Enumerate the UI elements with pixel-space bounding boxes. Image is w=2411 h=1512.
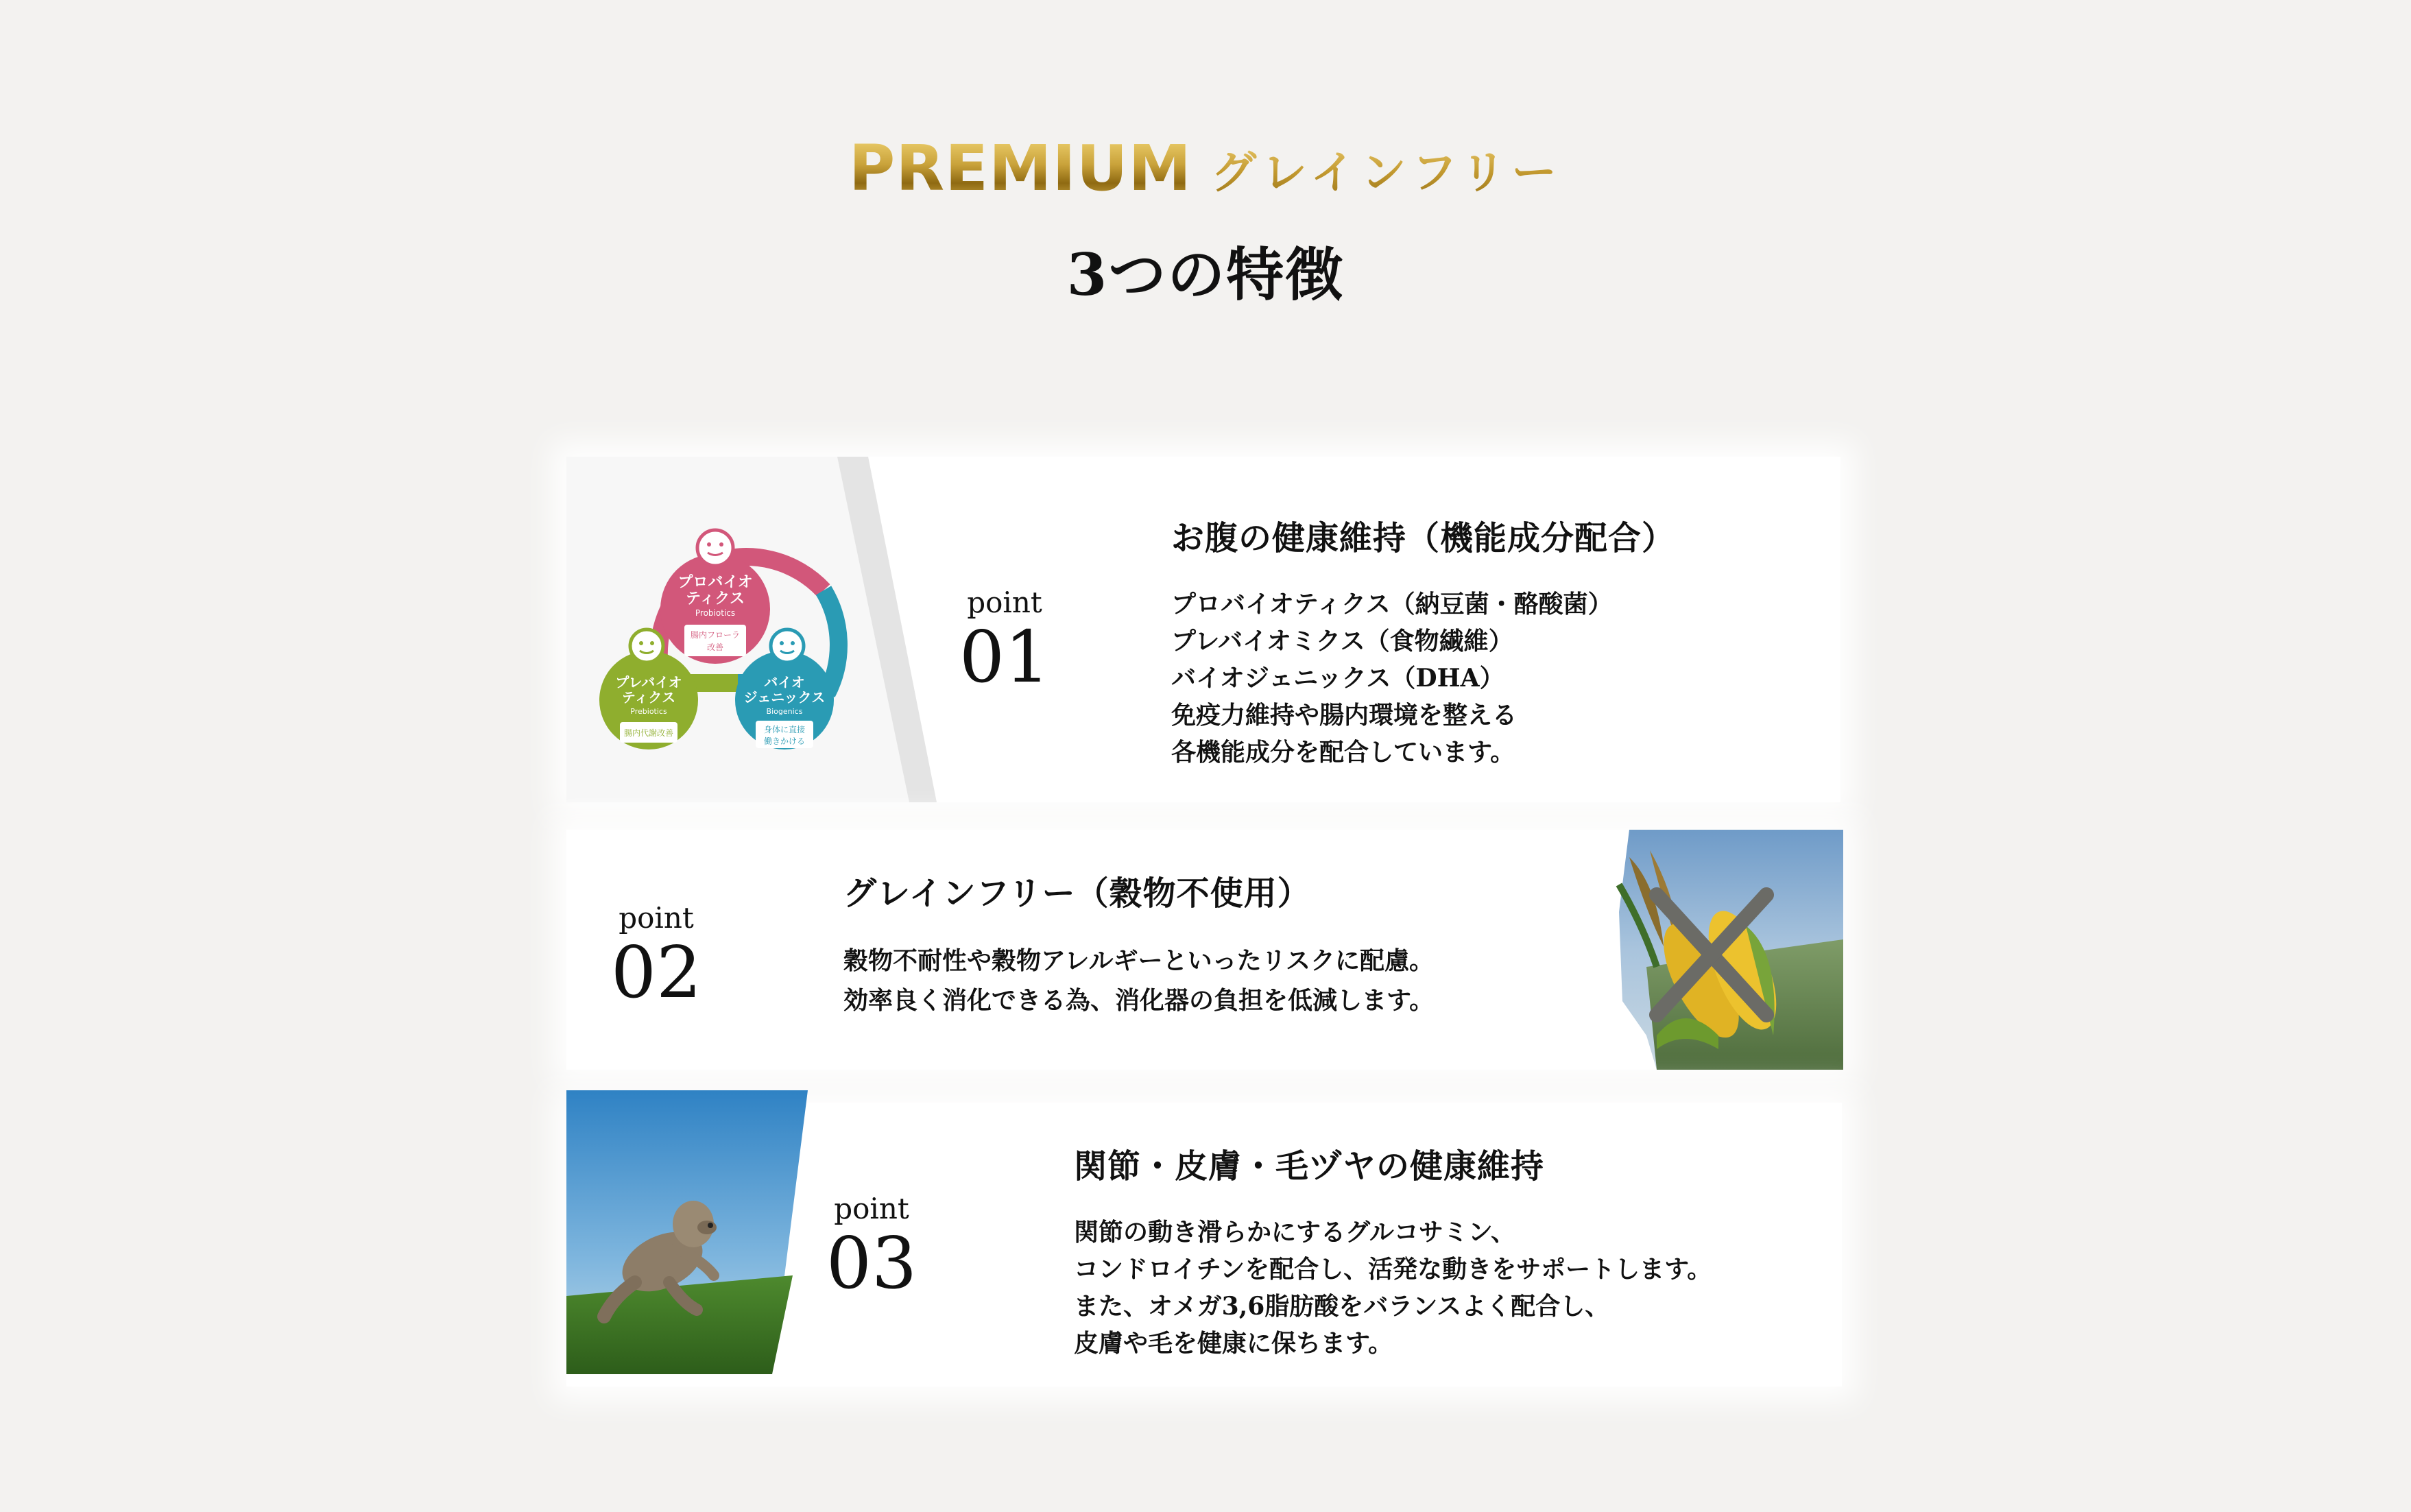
- feature-line: バイオジェニックス（DHA）: [1171, 664, 1504, 693]
- page-title: 3つの特徴: [1066, 241, 1345, 309]
- prebiotics-label: プレバイオ: [615, 674, 682, 691]
- probiotics-note-2: 改善: [706, 643, 724, 652]
- feature-line: 各機能成分を配合しています。: [1171, 738, 1515, 767]
- feature-heading-3: 関節・皮膚・毛ヅヤの健康維持: [1074, 1147, 1545, 1186]
- feature-body-2: [843, 941, 1434, 1020]
- running-dog-image: [566, 1090, 808, 1374]
- point-badge-3: [820, 1192, 923, 1305]
- biogenics-label: バイオ: [764, 674, 805, 691]
- feature-line: コンドロイチンを配合し、活発な動きをサポートします。: [1074, 1255, 1712, 1284]
- biogenics-label-2: ジェニックス: [743, 689, 826, 706]
- grain-free-image: [1616, 830, 1843, 1070]
- feature-line: また、オメガ3,6脂肪酸をバランスよく配合し、: [1074, 1292, 1610, 1321]
- prebiotics-note: 腸内代謝改善: [623, 728, 674, 738]
- biogenics-note-2: 働きかける: [763, 736, 806, 746]
- feature-line: 関節の動き滑らかにするグルコサミン、: [1074, 1218, 1516, 1247]
- feature-card-1: [566, 457, 1840, 802]
- brand-logo: [849, 130, 1562, 206]
- feature-heading-1: お腹の健康維持（機能成分配合）: [1171, 519, 1676, 557]
- feature-card-3: [566, 1103, 1842, 1387]
- biogenics-note-1: 身体に直接: [763, 725, 806, 734]
- probiotics-label: プロバイオ: [677, 574, 753, 591]
- biogenics-en: Biogenics: [766, 707, 803, 716]
- point-number: 01: [959, 615, 1051, 699]
- probiotics-en: Probiotics: [695, 608, 736, 618]
- feature-line: 免疫力維持や腸内環境を整える: [1171, 701, 1518, 730]
- point-number: 02: [610, 931, 702, 1014]
- functional-ingredients-diagram: [566, 457, 937, 802]
- point-number: 03: [826, 1221, 917, 1305]
- brand-premium-text: PREMIUM: [848, 131, 1192, 205]
- feature-card-2: [566, 830, 1843, 1070]
- brand-sub-text: グレインフリー: [1211, 136, 1562, 201]
- feature-body-1: [1171, 586, 1613, 771]
- prebiotics-label-2: ティクス: [621, 689, 676, 706]
- feature-line: 効率良く消化できる為、消化器の負担を低減します。: [843, 986, 1435, 1015]
- feature-line: 皮膚や毛を健康に保ちます。: [1074, 1329, 1393, 1358]
- feature-line: プロバイオティクス（納豆菌・酪酸菌）: [1171, 590, 1613, 619]
- point-label: point: [834, 1192, 909, 1225]
- page-header: [0, 130, 2411, 312]
- feature-body-3: [1074, 1214, 1712, 1362]
- probiotics-label-2: ティクス: [685, 590, 745, 608]
- probiotics-note-1: 腸内フローラ: [690, 630, 741, 640]
- point-label: point: [619, 901, 694, 935]
- feature-line: プレバイオミクス（食物繊維）: [1171, 627, 1513, 656]
- point-badge-2: [605, 901, 708, 1014]
- feature-line: 穀物不耐性や穀物アレルギーといったリスクに配慮。: [843, 946, 1434, 975]
- point-label: point: [967, 586, 1042, 619]
- feature-heading-2: グレインフリー（穀物不使用）: [843, 874, 1311, 913]
- prebiotics-en: Prebiotics: [630, 707, 667, 716]
- point-badge-1: [953, 586, 1056, 699]
